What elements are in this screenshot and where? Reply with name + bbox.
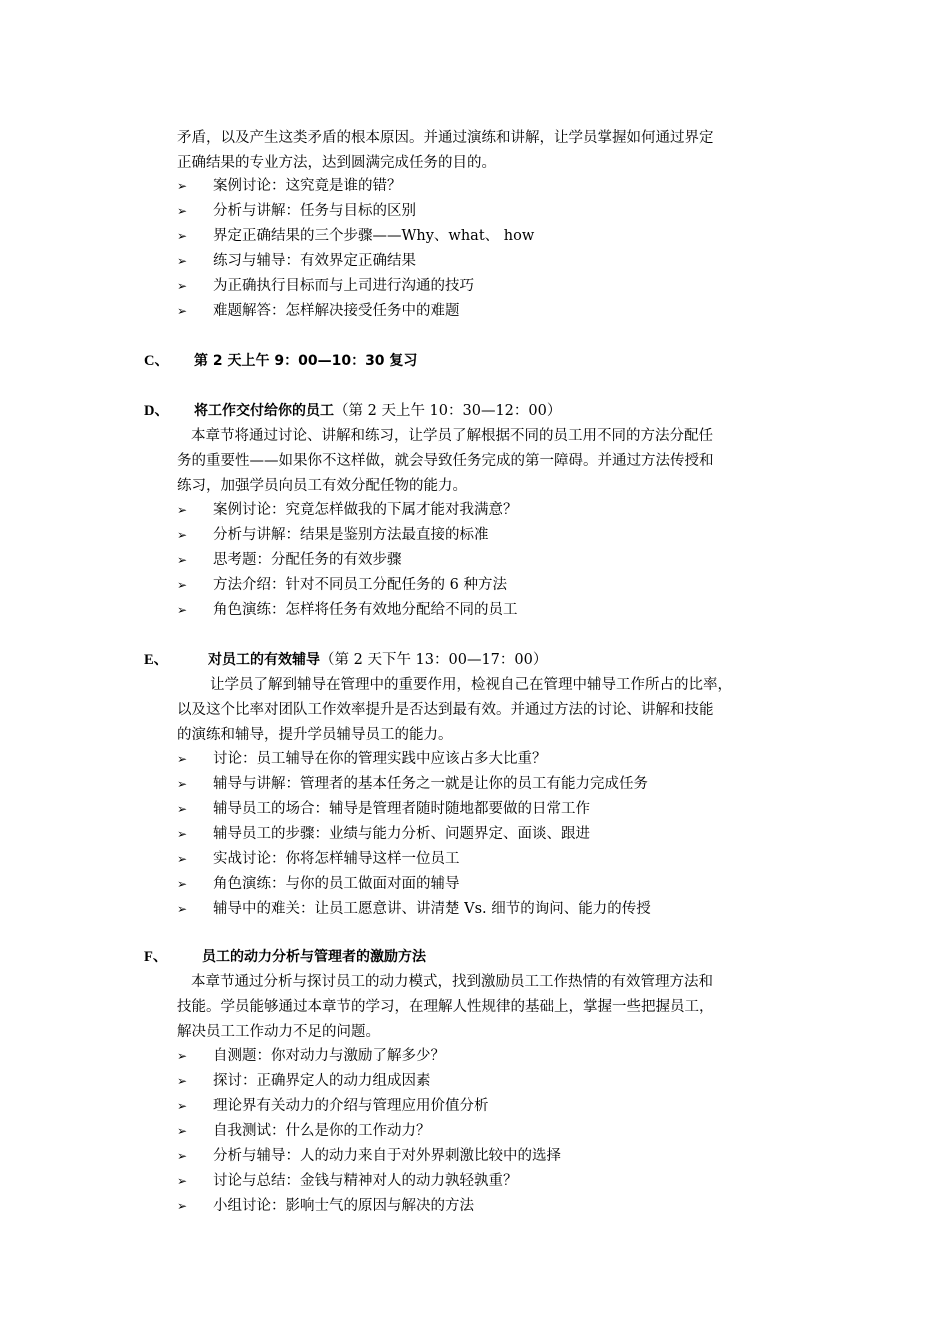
list-item-text: 分析与讲解：结果是鉴别方法最直接的标准 <box>213 527 489 543</box>
arrow-bullet-icon: ➢ <box>177 503 188 517</box>
list-item <box>177 598 518 623</box>
list-item <box>177 498 518 523</box>
list-item-text: 为正确执行目标而与上司进行沟通的技巧 <box>213 278 474 294</box>
list-item-text: 自测题：你对动力与激励了解多少？ <box>213 1048 445 1064</box>
paragraph-line: 矛盾，以及产生这类矛盾的根本原因。并通过演练和讲解，让学员掌握如何通过界定 <box>177 130 714 146</box>
list-item <box>177 1094 561 1119</box>
arrow-bullet-icon: ➢ <box>177 852 188 866</box>
list-item-text: 讨论：员工辅导在你的管理实践中应该占多大比重？ <box>213 751 547 767</box>
list-item <box>177 523 518 548</box>
list-item-text: 探讨：正确界定人的动力组成因素 <box>213 1073 431 1089</box>
list-item-text: 分析与辅导：人的动力来自于对外界刺激比较中的选择 <box>213 1148 561 1164</box>
arrow-bullet-icon: ➢ <box>177 279 188 293</box>
intro-paragraph <box>177 126 827 176</box>
arrow-bullet-icon: ➢ <box>177 1149 188 1163</box>
arrow-bullet-icon: ➢ <box>177 752 188 766</box>
list-item <box>177 274 534 299</box>
paragraph-line: 的演练和辅导，提升学员辅导员工的能力。 <box>177 727 453 743</box>
arrow-bullet-icon: ➢ <box>177 528 188 542</box>
arrow-bullet-icon: ➢ <box>177 1099 188 1113</box>
arrow-bullet-icon: ➢ <box>177 877 188 891</box>
list-item-text: 实战讨论：你将怎样辅导这样一位员工 <box>213 851 460 867</box>
list-item <box>177 249 534 274</box>
section-time: （第 2 天下午 13：00—17：00） <box>320 652 548 668</box>
list-item <box>177 897 651 922</box>
list-item <box>177 797 651 822</box>
list-item-text: 自我测试：什么是你的工作动力？ <box>213 1123 431 1139</box>
list-item-text: 角色演练：怎样将任务有效地分配给不同的员工 <box>213 602 518 618</box>
list-item <box>177 822 651 847</box>
paragraph-line: 练习，加强学员向员工有效分配任物的能力。 <box>177 478 467 494</box>
paragraph-line: 技能。学员能够通过本章节的学习，在理解人性规律的基础上，掌握一些把握员工， <box>177 999 714 1015</box>
list-item-text: 辅导中的难关：让员工愿意讲、讲清楚 Vs. 细节的询问、能力的传授 <box>213 901 651 917</box>
section-f-paragraph <box>177 970 827 1045</box>
list-item-text: 小组讨论：影响士气的原因与解决的方法 <box>213 1198 474 1214</box>
arrow-bullet-icon: ➢ <box>177 777 188 791</box>
section-c-heading <box>144 349 417 374</box>
section-e-heading <box>144 648 547 673</box>
section-letter: C、 <box>144 353 169 369</box>
list-item <box>177 747 651 772</box>
paragraph-line: 以及这个比率对团队工作效率提升是否达到最有效。并通过方法的讨论、讲解和技能 <box>177 702 714 718</box>
arrow-bullet-icon: ➢ <box>177 204 188 218</box>
list-item-text: 难题解答：怎样解决接受任务中的难题 <box>213 303 460 319</box>
list-item <box>177 299 534 324</box>
list-item <box>177 224 534 249</box>
list-item-text: 讨论与总结：金钱与精神对人的动力孰轻孰重？ <box>213 1173 518 1189</box>
list-item <box>177 573 518 598</box>
list-item <box>177 1069 561 1094</box>
paragraph-line: 让学员了解到辅导在管理中的重要作用，检视自己在管理中辅导工作所占的比率， <box>210 677 732 693</box>
arrow-bullet-icon: ➢ <box>177 1074 188 1088</box>
list-item <box>177 1144 561 1169</box>
section-e-paragraph <box>177 673 827 748</box>
list-item <box>177 872 651 897</box>
section-f-heading <box>144 945 426 970</box>
arrow-bullet-icon: ➢ <box>177 553 188 567</box>
intro-bullet-list <box>177 174 534 324</box>
list-item <box>177 1169 561 1194</box>
list-item-text: 练习与辅导：有效界定正确结果 <box>213 253 416 269</box>
list-item-text: 案例讨论：这究竟是谁的错？ <box>213 178 402 194</box>
list-item-text: 分析与讲解：任务与目标的区别 <box>213 203 416 219</box>
list-item <box>177 199 534 224</box>
list-item <box>177 772 651 797</box>
section-title: 员工的动力分析与管理者的激励方法 <box>202 949 426 965</box>
paragraph-line: 本章节将通过讨论、讲解和练习，让学员了解根据不同的员工用不同的方法分配任 <box>191 428 713 444</box>
list-item <box>177 847 651 872</box>
section-title: 第 2 天上午 9：00—10：30 复习 <box>194 353 418 369</box>
section-letter: F、 <box>144 949 168 965</box>
list-item <box>177 1119 561 1144</box>
arrow-bullet-icon: ➢ <box>177 179 188 193</box>
list-item-text: 辅导与讲解：管理者的基本任务之一就是让你的员工有能力完成任务 <box>213 776 648 792</box>
section-letter: D、 <box>144 403 169 419</box>
list-item-text: 角色演练：与你的员工做面对面的辅导 <box>213 876 460 892</box>
list-item <box>177 548 518 573</box>
section-f-bullet-list <box>177 1044 561 1219</box>
arrow-bullet-icon: ➢ <box>177 1124 188 1138</box>
arrow-bullet-icon: ➢ <box>177 1049 188 1063</box>
arrow-bullet-icon: ➢ <box>177 304 188 318</box>
arrow-bullet-icon: ➢ <box>177 1199 188 1213</box>
section-title: 将工作交付给你的员工 <box>194 403 334 419</box>
section-d-bullet-list <box>177 498 518 623</box>
paragraph-line: 解决员工工作动力不足的问题。 <box>177 1024 380 1040</box>
arrow-bullet-icon: ➢ <box>177 802 188 816</box>
arrow-bullet-icon: ➢ <box>177 1174 188 1188</box>
section-e-bullet-list <box>177 747 651 922</box>
list-item <box>177 1044 561 1069</box>
paragraph-line: 正确结果的专业方法，达到圆满完成任务的目的。 <box>177 155 496 171</box>
arrow-bullet-icon: ➢ <box>177 902 188 916</box>
arrow-bullet-icon: ➢ <box>177 229 188 243</box>
arrow-bullet-icon: ➢ <box>177 578 188 592</box>
arrow-bullet-icon: ➢ <box>177 254 188 268</box>
list-item-text: 思考题：分配任务的有效步骤 <box>213 552 402 568</box>
section-time: （第 2 天上午 10：30—12：00） <box>334 403 562 419</box>
section-d-heading <box>144 399 561 424</box>
list-item-text: 界定正确结果的三个步骤——Why、what、 how <box>213 228 535 244</box>
list-item <box>177 174 534 199</box>
list-item <box>177 1194 561 1219</box>
list-item-text: 辅导员工的场合：辅导是管理者随时随地都要做的日常工作 <box>213 801 590 817</box>
section-letter: E、 <box>144 652 169 668</box>
list-item-text: 案例讨论：究竟怎样做我的下属才能对我满意？ <box>213 502 518 518</box>
list-item-text: 辅导员工的步骤：业绩与能力分析、问题界定、面谈、跟进 <box>213 826 590 842</box>
list-item-text: 方法介绍：针对不同员工分配任务的 6 种方法 <box>213 577 507 593</box>
arrow-bullet-icon: ➢ <box>177 603 188 617</box>
paragraph-line: 本章节通过分析与探讨员工的动力模式，找到激励员工工作热情的有效管理方法和 <box>191 974 713 990</box>
arrow-bullet-icon: ➢ <box>177 827 188 841</box>
paragraph-line: 务的重要性——如果你不这样做，就会导致任务完成的第一障碍。并通过方法传授和 <box>177 453 714 469</box>
list-item-text: 理论界有关动力的介绍与管理应用价值分析 <box>213 1098 489 1114</box>
section-title: 对员工的有效辅导 <box>208 652 320 668</box>
section-d-paragraph <box>177 424 827 499</box>
